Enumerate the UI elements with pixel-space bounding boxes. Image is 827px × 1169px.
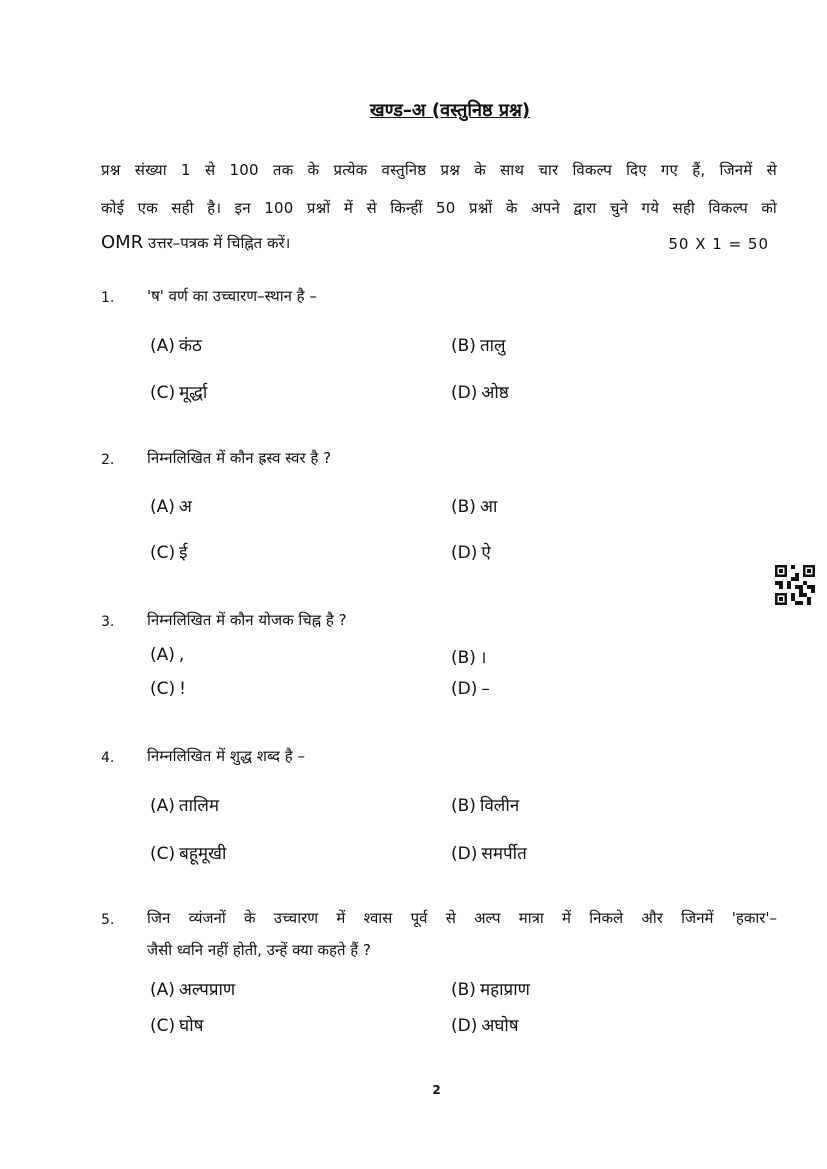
option-c[interactable] (150, 841, 226, 864)
question-text-line-2: जैसी ध्वनि नहीं होती, उन्हें क्या कहते हैं ? (147, 941, 371, 959)
option-d[interactable] (451, 679, 490, 699)
question-text: निम्नलिखित में कौन योजक चिह्न है ? (147, 611, 347, 629)
option-label: (C) (150, 383, 176, 403)
option-text: , (178, 645, 185, 665)
option-c[interactable] (150, 380, 207, 403)
option-text: ई (179, 543, 188, 563)
question-number: 1. (101, 290, 115, 306)
question-text: 'ष' वर्ण का उच्चारण–स्थान है – (147, 287, 317, 305)
option-a[interactable] (150, 494, 192, 517)
option-text: तालिम (178, 796, 220, 816)
option-text: ओष्ठ (481, 383, 509, 403)
option-a[interactable] (150, 333, 202, 356)
option-label: (C) (150, 679, 176, 699)
option-a[interactable] (150, 977, 235, 1000)
option-text: – (481, 679, 490, 699)
instructions-line-3-text: उत्तर–पत्रक में चिह्नित करें। (148, 234, 291, 252)
option-b[interactable] (451, 977, 530, 1000)
omr-label: OMR (101, 232, 144, 253)
option-text: अ (178, 497, 192, 517)
option-text: कंठ (178, 336, 202, 356)
option-b[interactable] (451, 793, 519, 816)
option-label: (A) (150, 336, 175, 356)
option-c[interactable] (150, 1013, 203, 1036)
qr-code-icon (775, 565, 815, 605)
option-text: मूर्द्धा (179, 383, 208, 403)
option-c[interactable] (150, 540, 188, 563)
option-label: (B) (451, 336, 476, 356)
option-label: (A) (150, 796, 175, 816)
option-label: (D) (451, 844, 478, 864)
option-label: (B) (451, 980, 476, 1000)
option-label: (D) (451, 679, 478, 699)
marks-scheme: 50 X 1 = 50 (668, 235, 769, 253)
option-label: (A) (150, 980, 175, 1000)
page-number: 2 (432, 1083, 441, 1097)
question-text: निम्नलिखित में कौन ह्रस्व स्वर है ? (147, 449, 332, 467)
option-b[interactable] (451, 333, 506, 356)
option-text: आ (479, 497, 498, 517)
question-number: 2. (101, 452, 115, 468)
option-d[interactable] (451, 380, 509, 403)
option-label: (D) (451, 383, 478, 403)
option-text: विलीन (479, 796, 520, 816)
option-label: (B) (451, 796, 476, 816)
option-a[interactable] (150, 793, 219, 816)
question-number: 4. (101, 750, 115, 766)
option-c[interactable] (150, 679, 186, 699)
option-text: महाप्राण (479, 980, 530, 1000)
question-number: 3. (101, 614, 115, 630)
option-label: (D) (451, 543, 478, 563)
section-title: खण्ड–अ (वस्तुनिष्ठ प्रश्न) (369, 100, 531, 121)
option-a[interactable] (150, 645, 184, 665)
option-text: अघोष (481, 1016, 519, 1036)
question-number: 5. (101, 912, 115, 928)
option-text: समर्पीत (481, 844, 527, 864)
instructions-line-2: कोई एक सही है। इन 100 प्रश्नों में से किन्हीं 50 प्रश्नों के अपने द्वारा चुने गये सही विकल्प को (101, 199, 777, 217)
question-text: निम्नलिखित में शुद्ध शब्द है – (147, 747, 305, 765)
option-label: (C) (150, 844, 176, 864)
option-text: ! (179, 679, 186, 699)
option-label: (A) (150, 645, 175, 665)
option-text: घोष (179, 1016, 204, 1036)
option-d[interactable] (451, 841, 527, 864)
instructions-line-3 (101, 232, 290, 253)
option-label: (D) (451, 1016, 478, 1036)
instructions-line-1: प्रश्न संख्या 1 से 100 तक के प्रत्येक वस्तुनिष्ठ प्रश्न के साथ चार विकल्प दिए गए हैं, जिनमें से (101, 161, 777, 179)
option-d[interactable] (451, 540, 491, 563)
option-label: (A) (150, 497, 175, 517)
option-text: तालु (479, 336, 506, 356)
question-text-line-1: जिन व्यंजनों के उच्चारण में श्वास पूर्व से अल्प मात्रा में निकले और जिनमें 'हकार'– (147, 909, 777, 927)
option-text: । (479, 648, 487, 668)
option-label: (B) (451, 648, 476, 668)
option-b[interactable] (451, 494, 497, 517)
option-text: ऐ (481, 543, 491, 563)
option-text: बहूमूखी (179, 844, 227, 864)
option-d[interactable] (451, 1013, 519, 1036)
option-label: (C) (150, 1016, 176, 1036)
option-label: (B) (451, 497, 476, 517)
option-b[interactable] (451, 645, 486, 668)
option-text: अल्पप्राण (178, 980, 236, 1000)
option-label: (C) (150, 543, 176, 563)
